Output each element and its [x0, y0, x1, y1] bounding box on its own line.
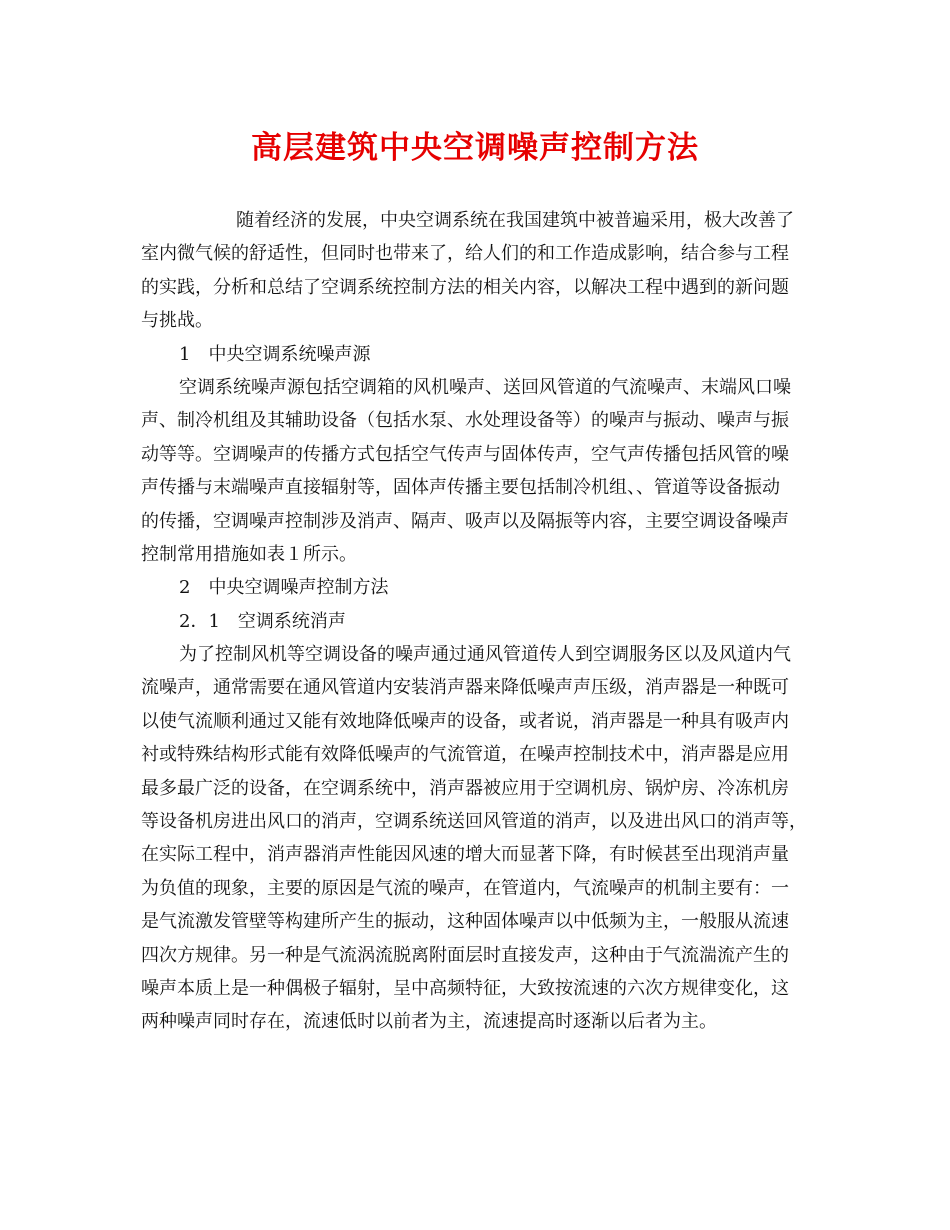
- paragraph-line: 等设备机房进出风口的消声，空调系统送回风管道的消声，以及进出风口的消声等，: [141, 811, 807, 833]
- paragraph-line: 为负值的现象，主要的原因是气流的噪声，在管道内，气流噪声的机制主要有：一: [141, 877, 789, 899]
- section-heading: 1 中央空调系统噪声源: [179, 343, 371, 365]
- paragraph-line: 声传播与末端噪声直接辐射等，固体声传播主要包括制冷机组、、管道等设备振动: [141, 477, 780, 499]
- paragraph-line: 衬或特殊结构形式能有效降低噪声的气流管道，在噪声控制技术中，消声器是应用: [141, 744, 789, 766]
- paragraph-line: 以使气流顺利通过又能有效地降低噪声的设备，或者说，消声器是一种具有吸声内: [141, 710, 789, 732]
- paragraph-line: 最多最广泛的设备，在空调系统中，消声器被应用于空调机房、锅炉房、冷冻机房: [141, 777, 789, 799]
- document-body: [141, 204, 821, 1039]
- paragraph-line: 与挑战。: [141, 310, 213, 332]
- paragraph-line: 在实际工程中，消声器消声性能因风速的增大而显著下降，有时候甚至出现消声量: [141, 844, 789, 866]
- paragraph-line: 四次方规律。另一种是气流涡流脱离附面层时直接发声，这种由于气流湍流产生的: [141, 944, 789, 966]
- paragraph-line: 为了控制风机等空调设备的噪声通过通风管道传人到空调服务区以及风道内气: [179, 644, 791, 666]
- section-heading: 2 中央空调噪声控制方法: [179, 577, 389, 599]
- paragraph-line: 随着经济的发展，中央空调系统在我国建筑中被普遍采用，极大改善了: [236, 210, 794, 231]
- paragraph-line: 噪声本质上是一种偶极子辐射，呈中高频特征，大致按流速的六次方规律变化，这: [141, 977, 789, 999]
- subsection-heading: 2．1 空调系统消声: [179, 610, 346, 632]
- paragraph-line: 的实践，分析和总结了空调系统控制方法的相关内容，以解决工程中遇到的新问题: [141, 276, 789, 298]
- paragraph-line: 两种噪声同时存在，流速低时以前者为主，流速提高时逐渐以后者为主。: [141, 1011, 717, 1033]
- paragraph-line: 动等等。空调噪声的传播方式包括空气传声与固体传声，空气声传播包括风管的噪: [141, 443, 789, 465]
- paragraph-line: 室内微气候的舒适性，但同时也带来了，给人们的和工作造成影响，结合参与工程: [141, 243, 789, 265]
- paragraph-line: 流噪声，通常需要在通风管道内安装消声器来降低噪声声压级，消声器是一种既可: [141, 677, 789, 699]
- paragraph-line: 声、制冷机组及其辅助设备（包括水泵、水处理设备等）的噪声与振动、噪声与振: [141, 410, 789, 432]
- paragraph-line: 控制常用措施如表１所示。: [141, 543, 357, 565]
- paragraph-line: 的传播，空调噪声控制涉及消声、隔声、吸声以及隔振等内容，主要空调设备噪声: [141, 510, 789, 532]
- paragraph-line: 是气流激发管壁等构建所产生的振动，这种固体噪声以中低频为主，一般服从流速: [141, 911, 789, 933]
- document-title: 高层建筑中央空调噪声控制方法: [251, 130, 699, 166]
- paragraph-line: 空调系统噪声源包括空调箱的风机噪声、送回风管道的气流噪声、末端风口噪: [179, 376, 791, 398]
